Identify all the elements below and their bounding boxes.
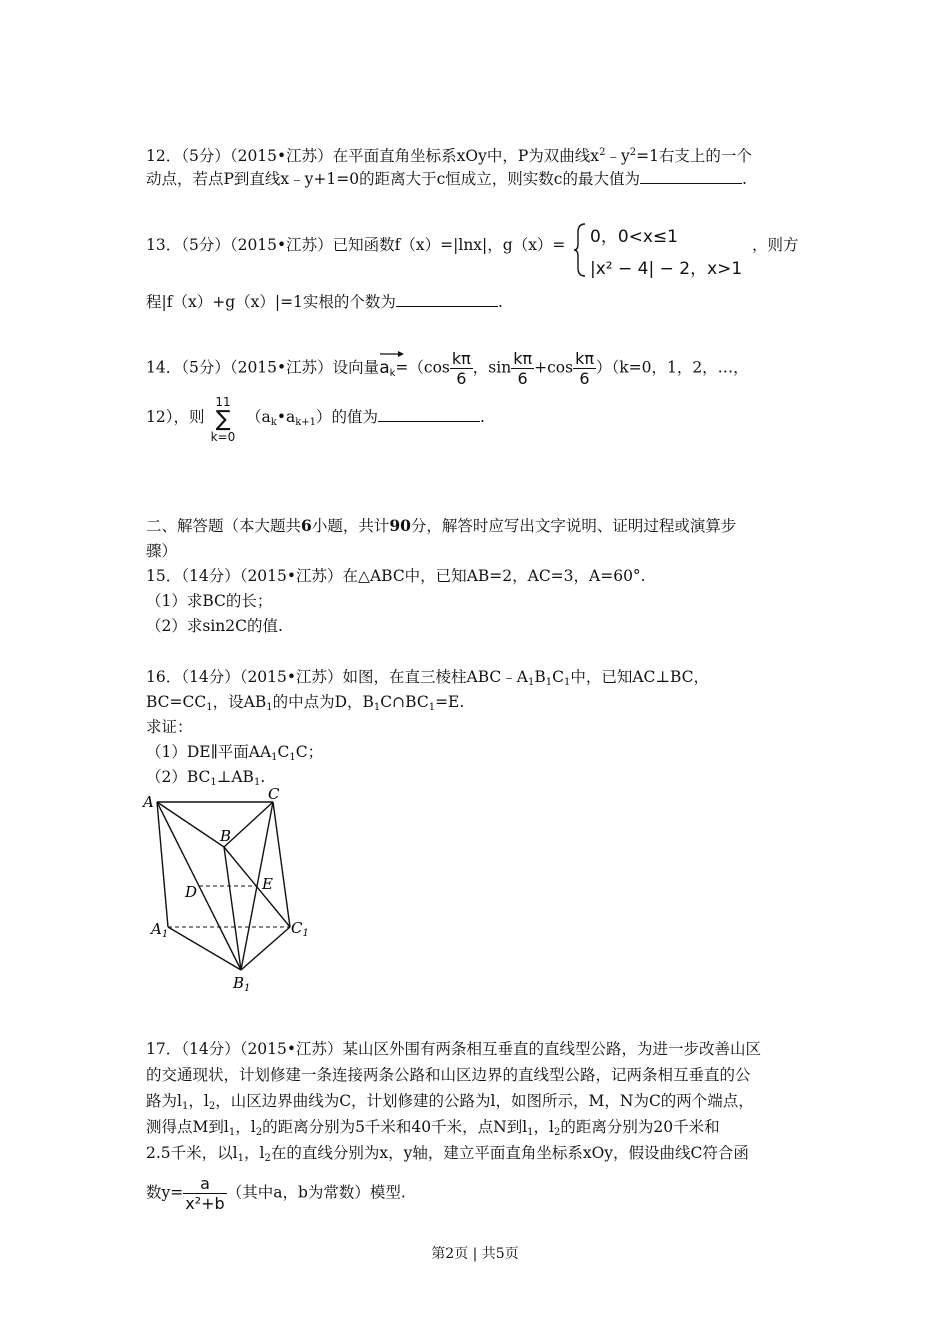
edge-AB bbox=[157, 802, 224, 847]
label-B: B bbox=[220, 827, 232, 845]
label-E: E bbox=[262, 875, 273, 893]
piecewise-case1: 0，0<x≤1 bbox=[590, 227, 678, 247]
vector-ak: $a_k$ bbox=[379, 356, 395, 386]
answer-blank bbox=[396, 290, 498, 307]
section2-heading-cont: 骤） bbox=[146, 542, 178, 560]
edge-CC1 bbox=[273, 802, 290, 927]
q14-line2-start: 12），则 bbox=[146, 408, 205, 426]
q15-part2: （2）求sin2C的值. bbox=[146, 617, 283, 635]
q17-line6: 数y= $\frac{a}{\text{x²+b}}$ （其中a，b为常数）模型. bbox=[146, 1174, 406, 1213]
answer-blank bbox=[378, 405, 480, 422]
summation: 11 ∑ k=0 bbox=[210, 395, 236, 444]
fraction-kpi-6: $\frac{k\pi}{6}$ bbox=[575, 349, 594, 388]
q13-line2: 程|f（x）+g（x）|=1实根的个数为 . bbox=[146, 290, 503, 314]
label-A: A bbox=[143, 793, 154, 811]
fraction-kpi-6: $\frac{k\pi}{6}$ bbox=[451, 349, 471, 388]
piecewise-brace bbox=[573, 222, 587, 278]
q17-line4: 测得点M到$l_1$，$l_2$的距离分别为5千米和40千米，点N到$l_1$，$l_2$的距离分别为20千米和 bbox=[146, 1118, 720, 1138]
q16-line3: 求证： bbox=[146, 718, 193, 736]
q17-line2: 的交通现状，计划修建一条连接两条公路和山区边界的直线型公路，记两条相互垂直的公 bbox=[146, 1066, 751, 1084]
q14-line1: 14．（5分）（2015•江苏）设向量 $a_k=(\cos$ $\frac{k\pi}{6}$ ，sin $\frac{k\pi}{6}$ +cos $\frac{k\pi}{6}$ ）（k=0，1，2，…， bbox=[146, 349, 749, 388]
q15-part1: （1）求BC的长； bbox=[146, 592, 273, 610]
label-C1: $C_1$ bbox=[291, 919, 309, 939]
fraction-a-over-x2-b: $\frac{a}{\text{x²+b}}$ bbox=[185, 1174, 225, 1213]
label-A1: $A_1$ bbox=[151, 920, 169, 940]
label-C: C bbox=[268, 785, 280, 803]
q15-line1: 15．（14分）（2015•江苏）在△ABC中，已知AB=2，AC=3，A=60°. bbox=[146, 567, 646, 585]
piecewise-case2: |x² − 4| − 2，x>1 bbox=[590, 259, 743, 279]
label-B1: $B_1$ bbox=[233, 974, 251, 994]
q17-line5: 2.5千米，以$l_1$，$l_2$在的直线分别为x，y轴，建立平面直角坐标系xOy，假设曲线C符合函 bbox=[146, 1144, 749, 1164]
answer-blank bbox=[640, 167, 742, 184]
q14-line2-end: $(a_k•a_{k+1})$的值为 . bbox=[246, 405, 485, 435]
q12-line1: 12．（5分）（2015•江苏）在平面直角坐标系xOy中，P为双曲线$x^2﹣y^2=1$右支上的一个 bbox=[146, 147, 752, 165]
section2-heading: 二、解答题（本大题共6小题，共计90分，解答时应写出文字说明、证明过程或演算步 bbox=[146, 516, 737, 535]
q16-part2: $(2)BC_1\perp AB_1$. bbox=[146, 768, 266, 788]
q17-line3: 路为$l_1$，$l_2$，山区边界曲线为C，计划修建的公路为l，如图所示，M，N为C的两个端点， bbox=[146, 1092, 754, 1112]
q17-line1: 17．（14分）（2015•江苏）某山区外围有两条相互垂直的直线型公路，为进一步改善山区 bbox=[146, 1040, 762, 1058]
q16-part1: （1）DE∥平面$AA_1C_1C$； bbox=[146, 743, 324, 763]
q16-line1: 16．（14分）（2015•江苏）如图，在直三棱柱$ABC﹣A_1B_1C_1$中，已知AC⊥BC， bbox=[146, 668, 710, 688]
prism-figure bbox=[140, 785, 320, 995]
q12-line2: 动点，若点P到直线x﹣y+1=0的距离大于c恒成立，则实数c的最大值为 . bbox=[146, 167, 747, 191]
fraction-kpi-6: $\frac{k\pi}{6}$ bbox=[513, 349, 533, 388]
page-footer: 第2页 | 共5页 bbox=[431, 1246, 519, 1262]
label-D: D bbox=[185, 883, 198, 901]
q13-line1-end: ，则方 bbox=[752, 236, 799, 254]
q13-line1: 13．（5分）（2015•江苏）已知函数f（x）=|lnx|，g（x）= bbox=[146, 236, 566, 254]
q16-line2: $BC=CC_1$，设$AB_1$的中点为D，$B_1C\cap BC_1=E$. bbox=[146, 693, 465, 713]
